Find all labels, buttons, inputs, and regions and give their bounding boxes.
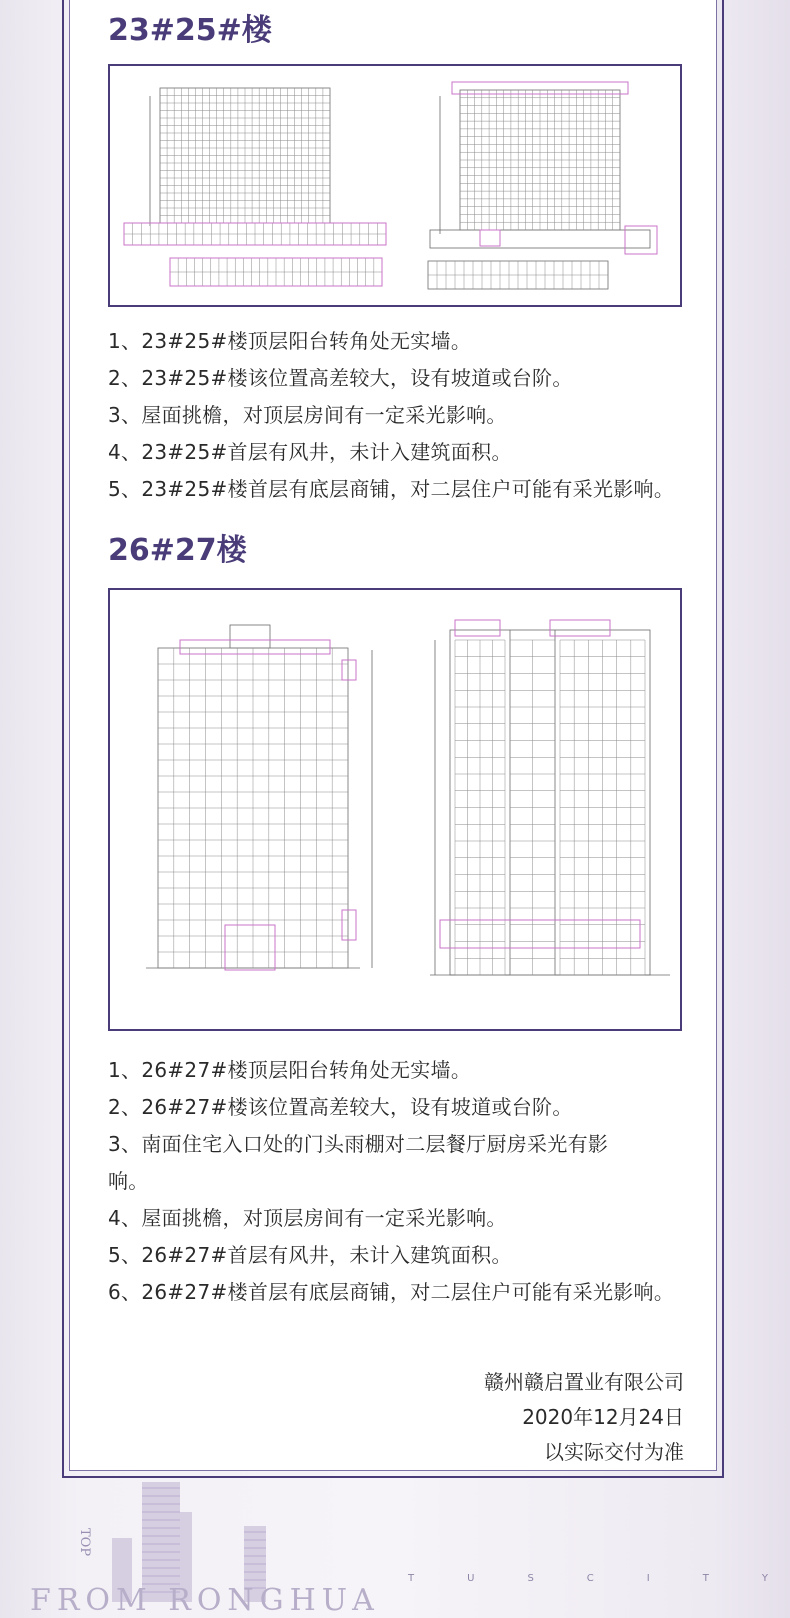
- signature-date: 2020年12月24日: [522, 1405, 684, 1429]
- footer-top-label: TOP: [77, 1528, 92, 1557]
- tagline-letter: T: [408, 1573, 415, 1584]
- list-item: 4、屋面挑檐，对顶层房间有一定采光影响。: [108, 1206, 507, 1230]
- list-item: 1、26#27#楼顶层阳台转角处无实墙。: [108, 1058, 472, 1082]
- list-item: 4、23#25#首层有风井，未计入建筑面积。: [108, 440, 512, 464]
- footer-tagline: [408, 1573, 768, 1584]
- tagline-letter: U: [467, 1573, 475, 1584]
- signature-block: [484, 1365, 684, 1470]
- elevation-drawing-23-25: [108, 64, 682, 307]
- list-item: 2、23#25#楼该位置高差较大，设有坡道或台阶。: [108, 366, 573, 390]
- elevation-drawing-26-27: [108, 588, 682, 1031]
- company-name: 赣州赣启置业有限公司: [484, 1370, 684, 1394]
- list-item: 1、23#25#楼顶层阳台转角处无实墙。: [108, 329, 472, 353]
- tagline-letter: S: [527, 1573, 534, 1584]
- tagline-letter: I: [646, 1573, 650, 1584]
- list-item: 3、屋面挑檐，对顶层房间有一定采光影响。: [108, 403, 507, 427]
- notes-list-26-27: [108, 1052, 688, 1311]
- notes-list-23-25: [108, 323, 688, 508]
- tagline-letter: C: [586, 1573, 594, 1584]
- section-heading-23-25: 23#25#楼: [108, 13, 272, 48]
- footer-logo-text: FROM RONGHUA: [30, 1583, 380, 1618]
- list-item: 5、26#27#首层有风井，未计入建筑面积。: [108, 1243, 512, 1267]
- list-item: 响。: [108, 1169, 149, 1193]
- list-item: 6、26#27#楼首层有底层商铺，对二层住户可能有采光影响。: [108, 1280, 675, 1304]
- list-item: 5、23#25#楼首层有底层商铺，对二层住户可能有采光影响。: [108, 477, 675, 501]
- list-item: 3、南面住宅入口处的门头雨棚对二层餐厅厨房采光有影: [108, 1132, 609, 1156]
- tagline-letter: T: [702, 1573, 709, 1584]
- section-heading-26-27: 26#27楼: [108, 533, 247, 568]
- disclaimer: 以实际交付为准: [544, 1440, 684, 1464]
- tagline-letter: Y: [761, 1573, 768, 1584]
- list-item: 2、26#27#楼该位置高差较大，设有坡道或台阶。: [108, 1095, 573, 1119]
